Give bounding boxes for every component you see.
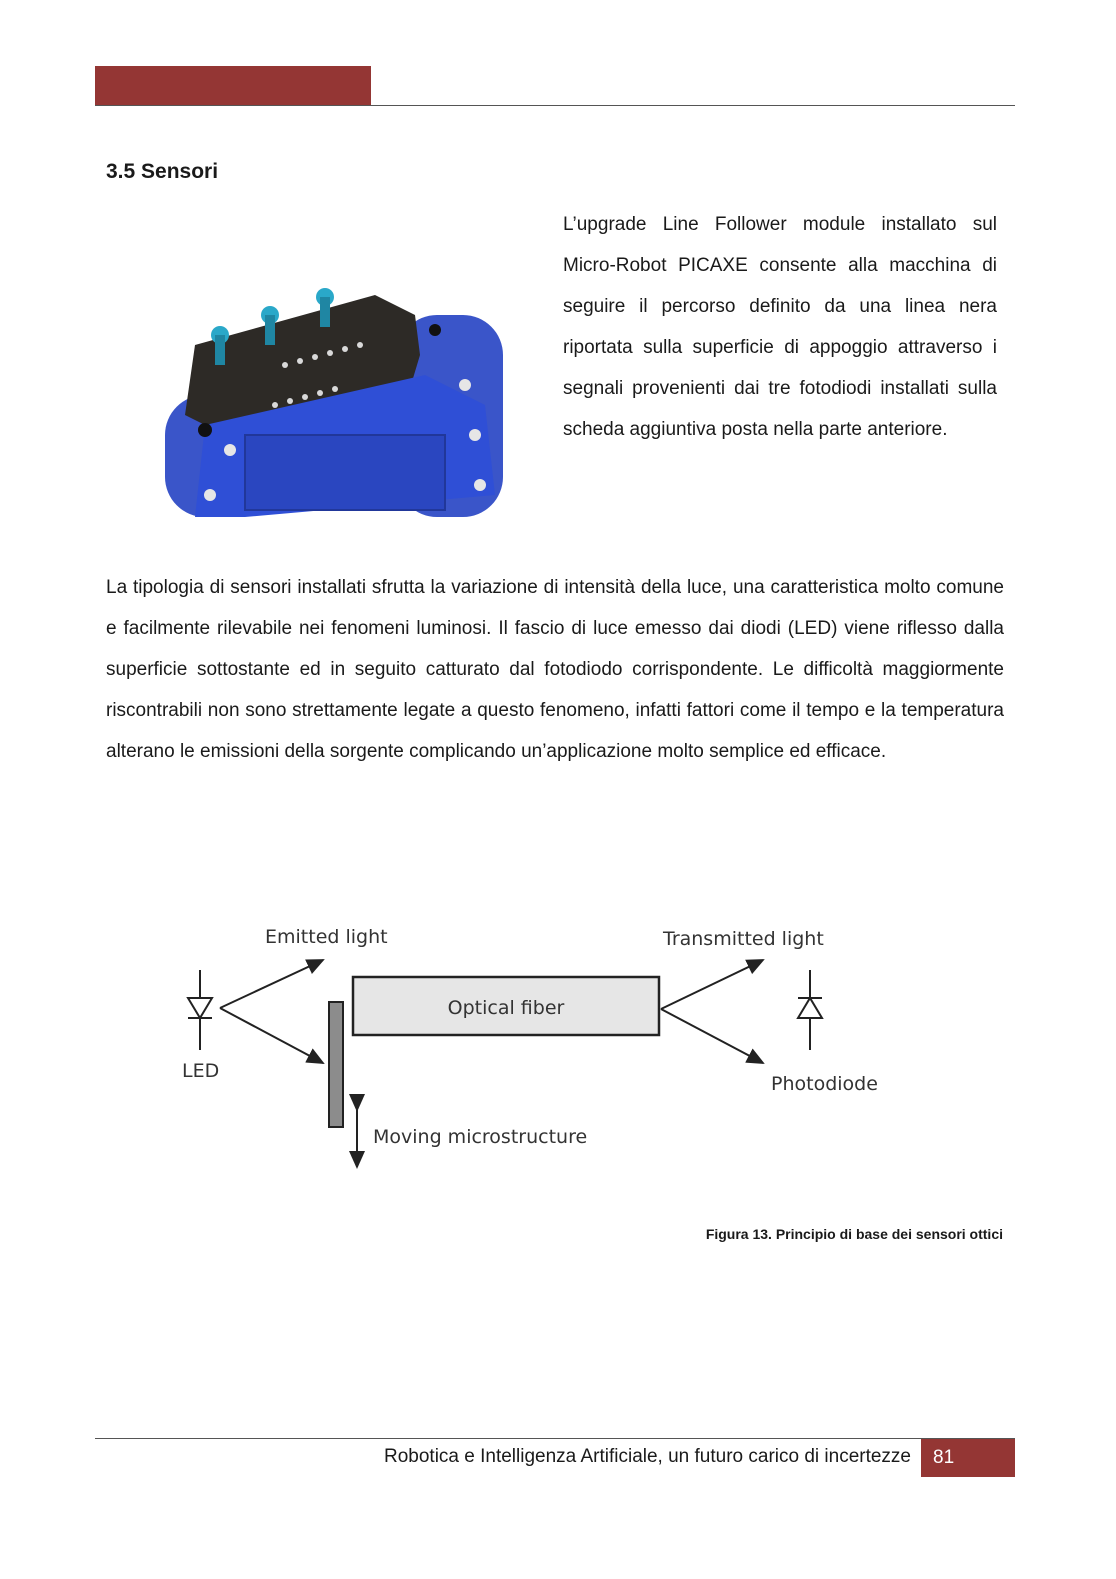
moving-microstructure-label: Moving microstructure (373, 1126, 588, 1148)
transmitted-light-label: Transmitted light (663, 928, 824, 950)
page-number: 81 (933, 1447, 955, 1468)
led-symbol (188, 970, 212, 1050)
header-rule (95, 105, 1015, 106)
photodiode-label: Photodiode (771, 1073, 878, 1095)
body-paragraph: La tipologia di sensori installati sfrutta la variazione di intensità della luce, una caratteristica molto comune e facilmente rilevabile nei fenomeni luminosi. Il fascio di luce emesso dai diodi (LED) viene riflesso dalla superficie sottostante ed in seguito catturato dal fotodiodo corrispondente. Le difficoltà maggiormente riscontrabili non sono strettamente legate a questo fenomeno, infatti fattori come il tempo e la temperatura alterano le emissioni della sorgente complicando un’applicazione molto semplice ed efficace. (106, 577, 1004, 762)
optical-sensor-diagram (165, 905, 905, 1185)
led-label: LED (182, 1060, 220, 1082)
optical-fiber-label: Optical fiber (447, 997, 565, 1019)
section-heading: 3.5 Sensori (106, 160, 219, 183)
intro-paragraph: L’upgrade Line Follower module installato sul Micro-Robot PICAXE consente alla macchina di seguire il percorso definito da una linea nera riportata sulla superficie di appoggio attraverso i segnali provenienti dai tre fotodiodi installati sulla scheda aggiuntiva posta nella parte anteriore. (563, 214, 997, 440)
robot-photo (165, 275, 503, 517)
photodiode-symbol (798, 970, 822, 1050)
figure-caption: Figura 13. Principio di base dei sensori ottici (705, 1226, 1003, 1242)
footer-title: Robotica e Intelligenza Artificiale, un futuro carico di incertezze (384, 1446, 911, 1467)
footer-rule (95, 1438, 1015, 1439)
header-accent-bar (95, 66, 371, 106)
microstructure-bar (329, 1002, 343, 1127)
page-number-box (921, 1439, 1015, 1477)
emitted-light-label: Emitted light (265, 926, 388, 948)
